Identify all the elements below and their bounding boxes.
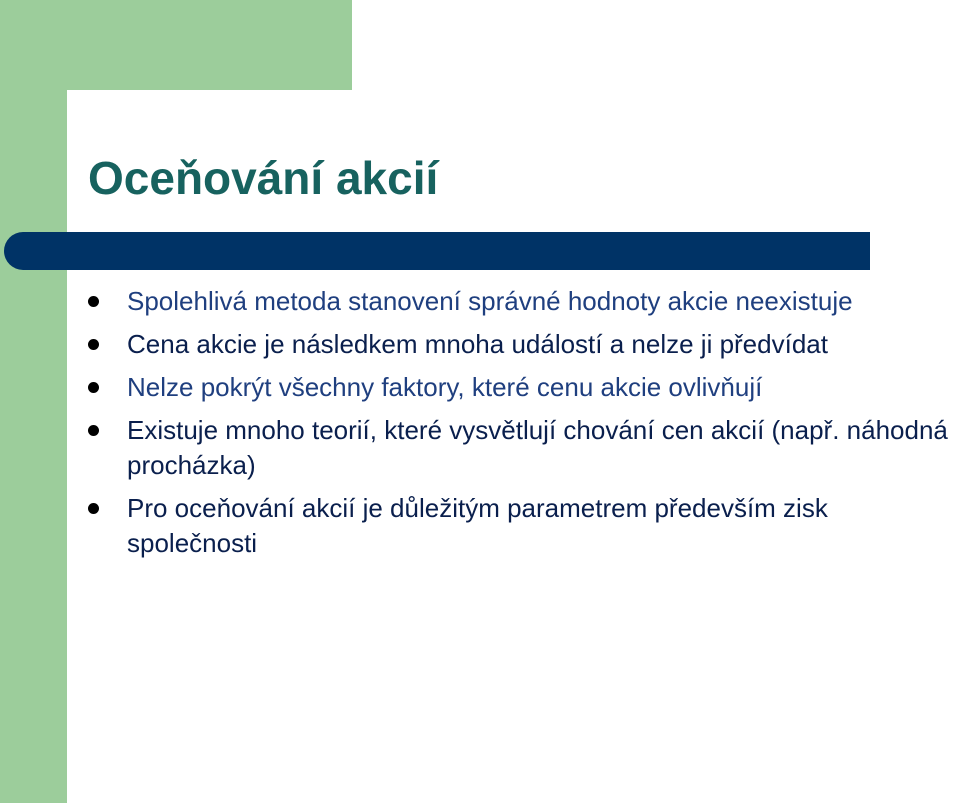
bullet-icon xyxy=(88,296,99,307)
bullet-icon xyxy=(88,339,99,350)
slide-title: Oceňování akcií xyxy=(88,152,439,204)
bullet-item-5 xyxy=(0,491,960,561)
bullet-text: Spolehlivá metoda stanovení správné hodnoty akcie neexistuje xyxy=(127,286,853,316)
bullet-item-4 xyxy=(0,413,960,483)
title-divider-bar xyxy=(4,232,870,270)
bullet-icon xyxy=(88,425,99,436)
bullet-item-3 xyxy=(0,370,960,405)
bullet-text: Nelze pokrýt všechny faktory, které cenu akcie ovlivňují xyxy=(127,372,763,402)
bullet-text: Cena akcie je následkem mnoha událostí a nelze ji předvídat xyxy=(127,329,828,359)
bullet-text: Pro oceňování akcií je důležitým parametrem především zisk společnosti xyxy=(127,493,828,558)
bullet-text: Existuje mnoho teorií, které vysvětlují chování cen akcií (např. náhodná procházka) xyxy=(127,415,948,480)
bullet-list xyxy=(0,284,960,569)
bullet-icon xyxy=(88,382,99,393)
bullet-icon xyxy=(88,503,99,514)
bullet-item-2 xyxy=(0,327,960,362)
bullet-item-1 xyxy=(0,284,960,319)
